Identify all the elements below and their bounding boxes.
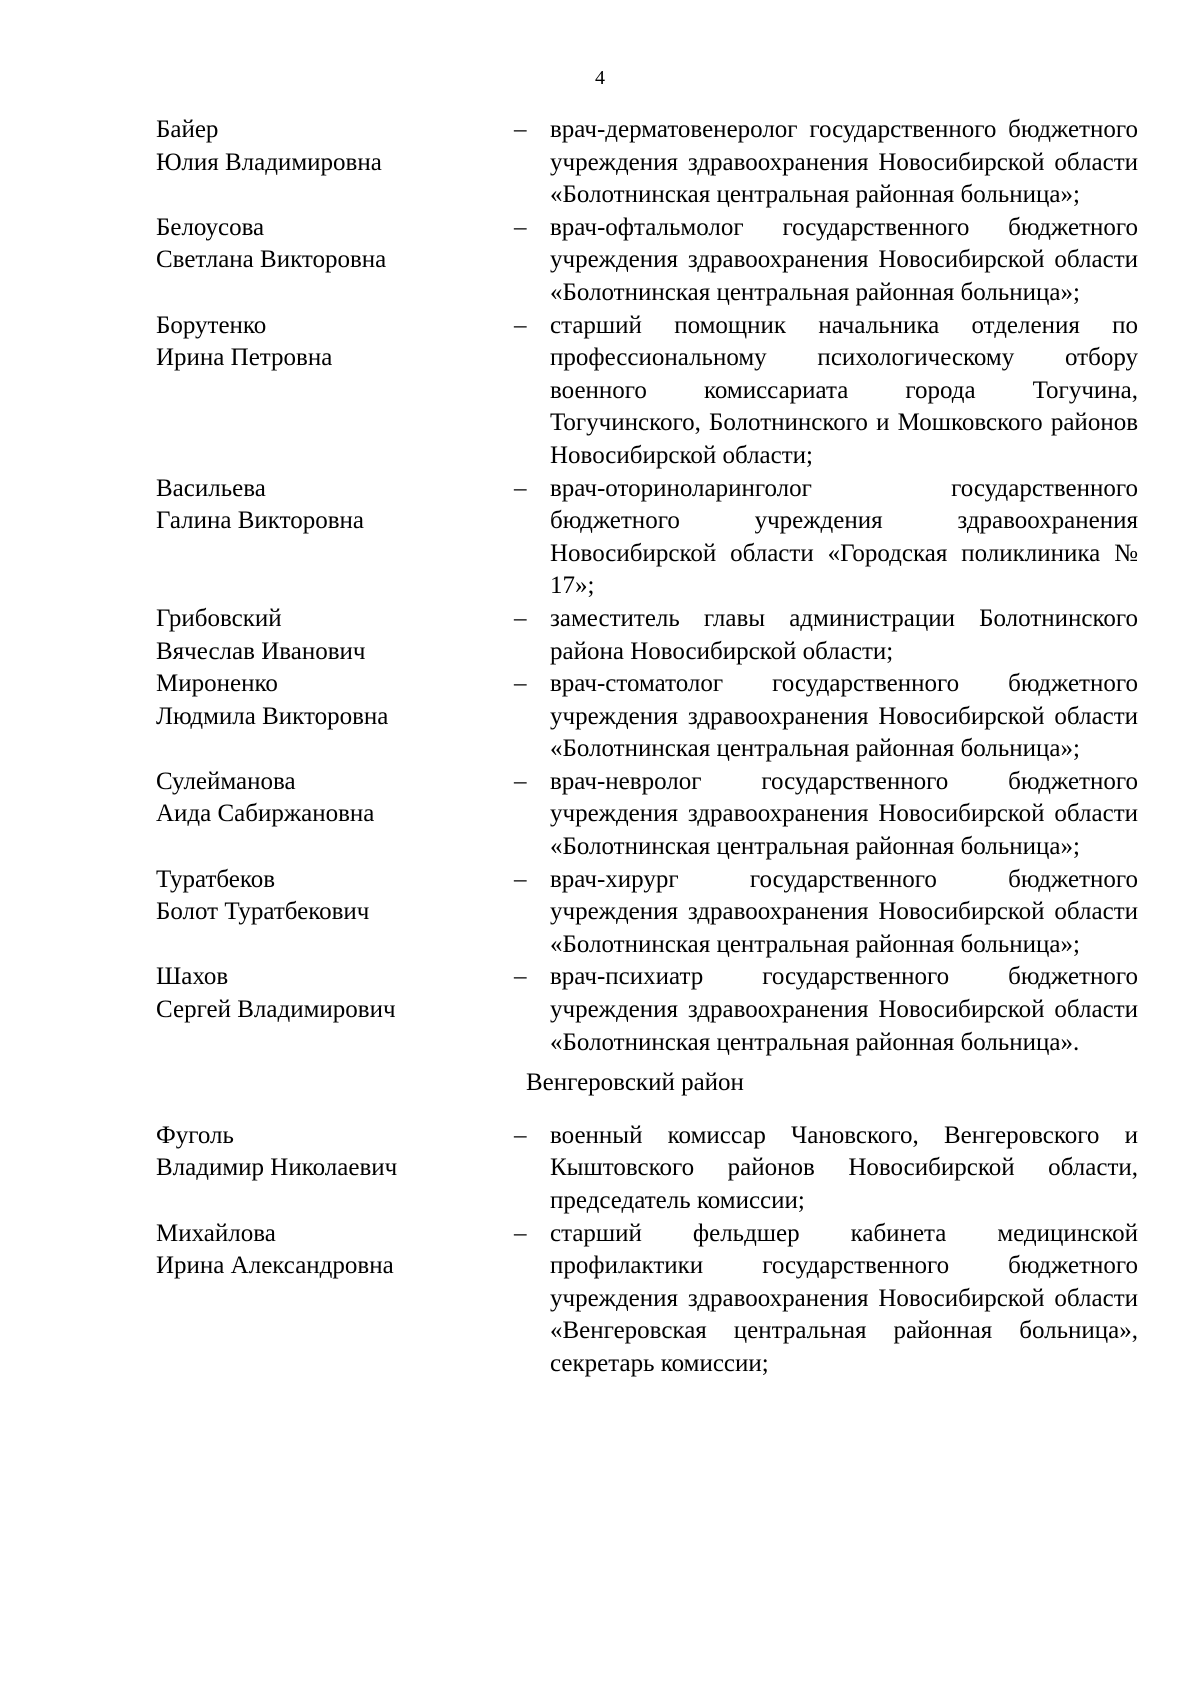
member-entry — [156, 1218, 1138, 1381]
member-position: врач-офтальмолог государственного бюджетного учреждения здравоохранения Новосибирской области «Болотнинская центральная районная больница»; — [550, 213, 1138, 306]
member-entry — [156, 864, 1138, 962]
page-number: 4 — [595, 67, 605, 89]
member-name — [156, 603, 514, 668]
member-position: врач-оториноларинголог государственного бюджетного учреждения здравоохранения Новосибирской области «Городская поликлиника № 17»; — [550, 474, 1138, 600]
member-name — [156, 473, 514, 538]
member-given-name: Болот Туратбекович — [156, 898, 370, 926]
member-surname: Борутенко — [156, 311, 267, 339]
dash-separator: – — [514, 963, 527, 991]
member-given-name: Юлия Владимировна — [156, 148, 382, 176]
member-name — [156, 1218, 514, 1283]
member-position: заместитель главы администрации Болотнинского района Новосибирской области; — [550, 604, 1138, 665]
member-entry — [156, 668, 1138, 766]
member-given-name: Сергей Владимирович — [156, 996, 396, 1024]
member-entry — [156, 310, 1138, 473]
dash-separator: – — [514, 1121, 527, 1149]
member-entry — [156, 961, 1138, 1059]
commission-member-list — [156, 114, 1138, 1381]
member-given-name: Вячеслав Иванович — [156, 637, 366, 665]
member-name — [156, 114, 514, 179]
member-given-name: Светлана Викторовна — [156, 246, 387, 274]
member-surname: Васильева — [156, 474, 266, 502]
dash-separator: – — [514, 1219, 527, 1247]
member-given-name: Владимир Николаевич — [156, 1154, 398, 1182]
dash-separator: – — [514, 670, 527, 698]
member-surname: Фуголь — [156, 1121, 234, 1149]
member-name — [156, 864, 514, 929]
member-given-name: Людмила Викторовна — [156, 702, 389, 730]
member-position: врач-стоматолог государственного бюджетного учреждения здравоохранения Новосибирской области «Болотнинская центральная районная больница»; — [550, 670, 1138, 763]
member-entry — [156, 212, 1138, 310]
member-surname: Шахов — [156, 963, 229, 991]
member-entry — [156, 473, 1138, 603]
member-entry — [156, 114, 1138, 212]
member-surname: Сулейманова — [156, 767, 296, 795]
member-surname: Мироненко — [156, 670, 278, 698]
dash-separator: – — [514, 116, 527, 143]
member-entry — [156, 766, 1138, 864]
member-given-name: Аида Сабиржановна — [156, 800, 375, 828]
dash-separator: – — [514, 311, 527, 339]
member-surname: Туратбеков — [156, 865, 276, 893]
member-position: врач-невролог государственного бюджетного учреждения здравоохранения Новосибирской области «Болотнинская центральная районная больница»; — [550, 767, 1138, 861]
member-name — [156, 668, 514, 733]
member-name — [156, 1120, 514, 1185]
member-given-name: Ирина Александровна — [156, 1252, 394, 1280]
member-surname: Байер — [156, 116, 219, 143]
dash-separator: – — [514, 865, 527, 893]
member-surname: Белоусова — [156, 213, 265, 241]
dash-separator: – — [514, 767, 527, 795]
dash-separator: – — [514, 474, 527, 502]
dash-separator: – — [514, 604, 527, 632]
member-surname: Грибовский — [156, 604, 282, 632]
member-given-name: Галина Викторовна — [156, 507, 364, 535]
member-position: военный комиссар Чановского, Венгеровского и Кыштовского районов Новосибирской области, председатель комиссии; — [550, 1121, 1138, 1214]
member-name — [156, 212, 514, 277]
member-name — [156, 766, 514, 831]
member-name — [156, 310, 514, 375]
member-name — [156, 961, 514, 1026]
district-heading: Венгеровский район — [526, 1069, 744, 1097]
dash-separator: – — [514, 213, 527, 241]
member-position: старший фельдшер кабинета медицинской профилактики государственного бюджетного учреждения здравоохранения Новосибирской области «Венгеровская центральная районная больница», секретарь комиссии; — [550, 1219, 1138, 1377]
member-entry — [156, 1120, 1138, 1218]
member-position: врач-дерматовенеролог государственного бюджетного учреждения здравоохранения Новосибирской области «Болотнинская центральная районная больница»; — [550, 116, 1138, 209]
member-position: врач-хирург государственного бюджетного учреждения здравоохранения Новосибирской области «Болотнинская центральная районная больница»; — [550, 865, 1138, 958]
member-surname: Михайлова — [156, 1219, 276, 1247]
member-entry — [156, 603, 1138, 668]
member-position: врач-психиатр государственного бюджетного учреждения здравоохранения Новосибирской области «Болотнинская центральная районная больница». — [550, 963, 1138, 1056]
member-position: старший помощник начальника отделения по профессиональному психологическому отбору военного комиссариата города Тогучина, Тогучинского, Болотнинского и Мошковского районов Новосибирской области; — [550, 311, 1138, 469]
member-given-name: Ирина Петровна — [156, 344, 333, 372]
